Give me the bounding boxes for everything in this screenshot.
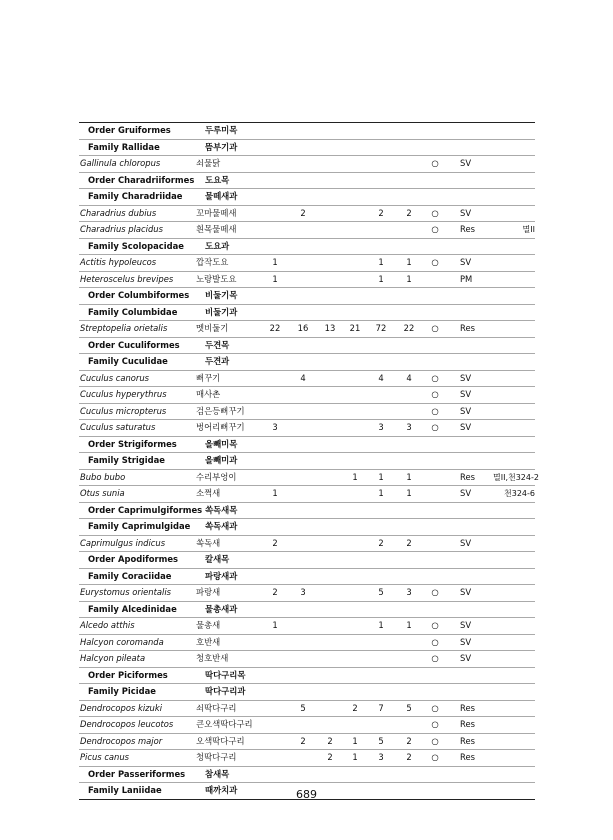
korean-name: 벙어리뻐꾸기	[196, 422, 245, 432]
family-name: Family Scolopacidae	[88, 240, 184, 251]
species-table	[79, 122, 539, 800]
presence-mark: ○	[431, 372, 439, 383]
family-name: Family Alcedinidae	[88, 603, 177, 614]
count-c6: 3	[406, 422, 412, 432]
scientific-name: Cuculus hyperythrus	[80, 389, 167, 399]
scientific-name: Cuculus micropterus	[80, 405, 167, 416]
status: Res	[460, 224, 475, 234]
korean-name: 청딱다구리	[196, 752, 237, 762]
count-c4: 1	[352, 752, 358, 762]
count-c6: 1	[406, 273, 412, 284]
count-c5: 4	[378, 372, 384, 383]
order-korean-name: 비둘기목	[205, 290, 238, 300]
presence-mark: ○	[431, 636, 439, 647]
korean-name: 파랑새	[196, 587, 221, 597]
scientific-name: Halcyon pileata	[80, 653, 146, 663]
status: Res	[460, 735, 475, 746]
family-row	[79, 305, 535, 322]
scientific-name: Heteroscelus brevipes	[80, 273, 174, 284]
count-c4: 1	[352, 735, 358, 746]
scientific-name: Cuculus canorus	[80, 372, 150, 383]
species-row	[79, 156, 535, 173]
order-name: Order Columbiformes	[88, 290, 190, 300]
scientific-name: Actitis hypoleucos	[80, 257, 157, 267]
count-c6: 3	[406, 587, 412, 597]
species-row	[79, 618, 535, 635]
order-korean-name: 쏙독새목	[205, 504, 238, 515]
order-korean-name: 두루미목	[205, 125, 238, 135]
status: SV	[460, 207, 472, 218]
order-name: Order Apodiformes	[88, 554, 178, 564]
family-korean-name: 비둘기과	[205, 306, 238, 317]
count-c2: 5	[300, 702, 306, 713]
family-korean-name: 뜸부기과	[205, 141, 238, 152]
presence-mark: ○	[431, 422, 439, 432]
presence-mark: ○	[431, 653, 439, 663]
conservation-note: 멸II	[522, 225, 535, 234]
order-row	[79, 123, 535, 140]
presence-mark: ○	[431, 224, 439, 234]
korean-name: 검은등뻐꾸기	[196, 405, 245, 416]
order-name: Order Passeriformes	[88, 768, 186, 779]
status: SV	[460, 257, 472, 267]
species-row	[79, 536, 535, 553]
scientific-name: Alcedo atthis	[80, 620, 135, 630]
page-number: 689	[296, 788, 317, 801]
korean-name: 물총새	[196, 620, 221, 630]
presence-mark: ○	[431, 405, 439, 416]
korean-name: 깝작도요	[196, 257, 229, 267]
family-korean-name: 올빼미과	[205, 455, 238, 465]
count-c5: 1	[378, 273, 384, 284]
family-row	[79, 602, 535, 619]
species-row	[79, 734, 535, 751]
count-c1: 1	[272, 257, 278, 267]
status: SV	[460, 587, 472, 597]
family-korean-name: 딱다구리과	[205, 686, 246, 696]
family-row	[79, 569, 535, 586]
order-korean-name: 올빼미목	[205, 438, 238, 449]
species-row	[79, 585, 535, 602]
status: SV	[460, 422, 472, 432]
status: Res	[460, 719, 475, 729]
korean-name: 노랑발도요	[196, 273, 237, 284]
species-row	[79, 206, 535, 223]
species-row	[79, 470, 539, 487]
korean-name: 매사촌	[196, 389, 221, 399]
count-c6: 2	[406, 735, 412, 746]
korean-name: 큰오색딱다구리	[196, 719, 253, 729]
count-c1: 3	[272, 422, 278, 432]
status: Res	[460, 471, 475, 482]
family-korean-name: 도요과	[205, 240, 230, 251]
status: SV	[460, 620, 472, 630]
presence-mark: ○	[431, 735, 439, 746]
family-name: Family Strigidae	[88, 455, 165, 465]
count-c6: 1	[406, 471, 412, 482]
presence-mark: ○	[431, 719, 439, 729]
family-row	[79, 140, 535, 157]
order-name: Order Caprimulgiformes	[88, 504, 203, 515]
count-c4: 1	[352, 471, 358, 482]
status: Res	[460, 752, 475, 762]
count-c1: 2	[272, 537, 278, 548]
order-row	[79, 288, 535, 305]
family-row	[79, 239, 535, 256]
korean-name: 쏙독새	[196, 537, 221, 548]
conservation-note: 멸II,천324-2	[493, 472, 539, 482]
order-korean-name: 두견목	[205, 339, 230, 350]
order-row	[79, 503, 535, 520]
korean-name: 멧비둘기	[196, 323, 229, 333]
count-c6: 2	[406, 537, 412, 548]
family-row	[79, 453, 535, 470]
korean-name: 쇠딱다구리	[196, 702, 237, 713]
count-c1: 1	[272, 488, 278, 498]
family-name: Family Columbidae	[88, 306, 178, 317]
order-name: Order Charadriiformes	[88, 174, 195, 185]
korean-name: 수리부엉이	[196, 471, 237, 482]
species-row	[79, 750, 535, 767]
status: SV	[460, 158, 472, 168]
count-c5: 3	[378, 752, 384, 762]
korean-name: 오색딱다구리	[196, 735, 245, 746]
family-name: Family Caprimulgidae	[88, 521, 191, 531]
order-name: Order Piciformes	[88, 669, 168, 680]
presence-mark: ○	[431, 323, 439, 333]
count-c5: 2	[378, 537, 384, 548]
family-korean-name: 물총새과	[205, 603, 238, 614]
count-c6: 1	[406, 257, 412, 267]
family-name: Family Rallidae	[88, 141, 160, 152]
family-korean-name: 파랑새과	[205, 570, 238, 581]
count-c3: 2	[327, 735, 333, 746]
presence-mark: ○	[431, 620, 439, 630]
count-c5: 1	[378, 471, 384, 482]
order-korean-name: 딱다구리목	[205, 669, 246, 680]
family-name: Family Picidae	[88, 686, 156, 696]
species-row	[79, 222, 535, 239]
scientific-name: Dendrocopos major	[80, 735, 163, 746]
scientific-name: Picus canus	[80, 752, 130, 762]
count-c1: 2	[272, 587, 278, 597]
family-korean-name: 쏙독새과	[205, 521, 238, 531]
korean-name: 흰목물떼새	[196, 224, 237, 234]
count-c5: 2	[378, 207, 384, 218]
scientific-name: Halcyon coromanda	[80, 636, 164, 647]
presence-mark: ○	[431, 158, 439, 168]
species-row	[79, 371, 535, 388]
count-c3: 13	[324, 323, 336, 333]
species-row	[79, 635, 535, 652]
count-c4: 2	[352, 702, 358, 713]
count-c4: 21	[349, 323, 361, 333]
family-row	[79, 519, 535, 536]
species-row	[79, 717, 535, 734]
count-c2: 2	[300, 735, 306, 746]
scientific-name: Bubo bubo	[80, 471, 126, 482]
order-korean-name: 칼새목	[205, 554, 230, 564]
conservation-note: 천324-6	[504, 489, 535, 498]
count-c2: 16	[297, 323, 309, 333]
count-c6: 4	[406, 372, 412, 383]
count-c6: 22	[403, 323, 415, 333]
presence-mark: ○	[431, 587, 439, 597]
order-row	[79, 668, 535, 685]
scientific-name: Charadrius placidus	[80, 224, 163, 234]
count-c6: 1	[406, 620, 412, 630]
count-c3: 2	[327, 752, 333, 762]
status: PM	[460, 273, 473, 284]
korean-name: 소쩍새	[196, 488, 221, 498]
status: SV	[460, 372, 472, 383]
korean-name: 꼬마물떼새	[196, 207, 237, 218]
korean-name: 쇠물닭	[196, 158, 221, 168]
count-c2: 3	[300, 587, 306, 597]
scientific-name: Streptopelia orietalis	[80, 323, 168, 333]
family-row	[79, 189, 535, 206]
status: SV	[460, 488, 472, 498]
scientific-name: Otus sunia	[80, 488, 125, 498]
family-name: Family Cuculidae	[88, 356, 168, 366]
count-c5: 1	[378, 620, 384, 630]
order-row	[79, 552, 535, 569]
status: SV	[460, 537, 472, 548]
korean-name: 청호반새	[196, 653, 229, 663]
species-row	[79, 701, 535, 718]
family-korean-name: 두견과	[205, 356, 230, 366]
count-c1: 1	[272, 273, 278, 284]
order-name: Order Gruiformes	[88, 125, 171, 135]
count-c1: 1	[272, 620, 278, 630]
korean-name: 뻐꾸기	[196, 372, 221, 383]
order-row	[79, 173, 535, 190]
count-c6: 5	[406, 702, 412, 713]
family-row	[79, 354, 535, 371]
family-name: Family Laniidae	[88, 785, 162, 795]
count-c6: 1	[406, 488, 412, 498]
count-c6: 2	[406, 752, 412, 762]
species-row	[79, 387, 535, 404]
order-korean-name: 참새목	[205, 768, 230, 779]
species-row	[79, 651, 535, 668]
count-c1: 22	[269, 323, 281, 333]
count-c5: 5	[378, 735, 384, 746]
status: Res	[460, 323, 475, 333]
presence-mark: ○	[431, 257, 439, 267]
count-c5: 1	[378, 257, 384, 267]
presence-mark: ○	[431, 752, 439, 762]
presence-mark: ○	[431, 702, 439, 713]
order-name: Order Strigiformes	[88, 438, 177, 449]
species-row	[79, 321, 535, 338]
status: SV	[460, 389, 472, 399]
korean-name: 호반새	[196, 636, 221, 647]
family-name: Family Coraciidae	[88, 570, 172, 581]
order-row	[79, 338, 535, 355]
order-name: Order Cuculiformes	[88, 339, 180, 350]
count-c2: 4	[300, 372, 306, 383]
family-row	[79, 684, 535, 701]
family-name: Family Charadriidae	[88, 191, 183, 201]
presence-mark: ○	[431, 389, 439, 399]
species-row	[79, 404, 535, 421]
scientific-name: Caprimulgus indicus	[80, 537, 166, 548]
presence-mark: ○	[431, 207, 439, 218]
status: Res	[460, 702, 475, 713]
count-c5: 7	[378, 702, 384, 713]
count-c5: 1	[378, 488, 384, 498]
scientific-name: Dendrocopos kizuki	[80, 702, 163, 713]
family-korean-name: 물떼새과	[205, 191, 238, 201]
count-c2: 2	[300, 207, 306, 218]
scientific-name: Eurystomus orientalis	[80, 587, 172, 597]
family-korean-name: 때까치과	[205, 785, 238, 795]
count-c5: 72	[375, 323, 387, 333]
species-row	[79, 420, 535, 437]
count-c6: 2	[406, 207, 412, 218]
species-row	[79, 272, 535, 289]
scientific-name: Dendrocopos leucotos	[80, 719, 174, 729]
order-row	[79, 767, 535, 784]
status: SV	[460, 653, 472, 663]
order-row	[79, 437, 535, 454]
scientific-name: Cuculus saturatus	[80, 422, 156, 432]
species-row	[79, 486, 535, 503]
scientific-name: Gallinula chloropus	[80, 158, 161, 168]
status: SV	[460, 636, 472, 647]
count-c5: 3	[378, 422, 384, 432]
count-c5: 5	[378, 587, 384, 597]
scientific-name: Charadrius dubius	[80, 207, 157, 218]
status: SV	[460, 405, 472, 416]
species-row	[79, 255, 535, 272]
order-korean-name: 도요목	[205, 174, 230, 185]
